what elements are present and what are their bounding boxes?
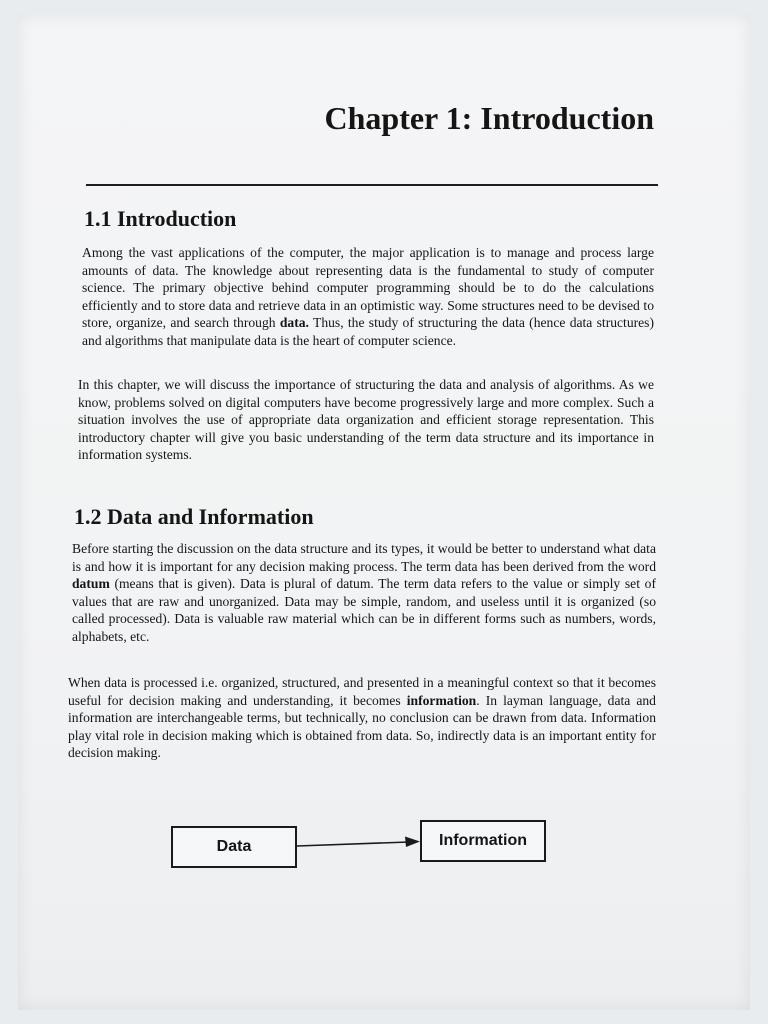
diagram-arrow-icon: [297, 834, 421, 854]
bold-term-information: information: [406, 692, 477, 708]
diagram-label-information: Information: [439, 832, 527, 849]
paragraph-text: When data is processed i.e. organized, structured, and presented in a meaningful context so that it becomes useful for decision making and understanding, it becomes: [68, 675, 656, 708]
bold-term-data: data.: [279, 315, 309, 330]
paragraph-text: Among the vast applications of the computer, the major application is to manage and process large amounts of data. The knowledge about representing data is the fundamental to study of computer science. The primary objective behind computer programming should be to do the calculations efficiently and to store data and retrieve data in an optimistic way. Some structures need to be devised to store, organize, and search through: [82, 245, 654, 330]
paragraph-data-information-2: [68, 674, 656, 762]
paragraph-text: . In layman language, data and information are interchangeable terms, but technically, no conclusion can be drawn from data. Information play vital role in decision making which is obtained from data. So, indirectly data is an important entity for decision making.: [68, 692, 656, 760]
paragraph-data-information-1: [72, 540, 656, 645]
chapter-title: Chapter 1: Introduction: [324, 100, 654, 136]
diagram-box-information: [420, 820, 546, 862]
section-heading-introduction: 1.1 Introduction: [84, 206, 237, 231]
section-heading-data-and-information: 1.2 Data and Information: [74, 504, 314, 529]
paragraph-introduction-1: [82, 244, 654, 349]
bold-term-datum: datum: [72, 576, 110, 591]
paragraph-introduction-2: [78, 376, 654, 464]
diagram-box-data: [171, 826, 297, 868]
title-divider: [86, 184, 658, 186]
document-page: [18, 14, 750, 1010]
paragraph-text: Before starting the discussion on the data structure and its types, it would be better to understand what data is and how it is important for any decision making process. The term data has been derived from the word: [72, 541, 656, 574]
paragraph-text: Thus, the study of structuring the data (hence data structures) and algorithms that manipulate data is the heart of computer science.: [82, 315, 654, 348]
paragraph-text: (means that is given). Data is plural of datum. The term data refers to the value or simply set of values that are raw and unorganized. Data may be simple, random, and useless until it is organized (so called processed). Data is valuable raw material which can be in different forms such as numbers, words, alphabets, etc.: [72, 576, 656, 644]
paragraph-text: In this chapter, we will discuss the importance of structuring the data and analysis of algorithms. As we know, problems solved on digital computers have become progressively large and more complex. Such a situation involves the use of appropriate data organization and efficient storage representation. This introductory chapter will give you basic understanding of the term data structure and its importance in information systems.: [78, 377, 654, 462]
diagram-label-data: Data: [216, 838, 252, 855]
